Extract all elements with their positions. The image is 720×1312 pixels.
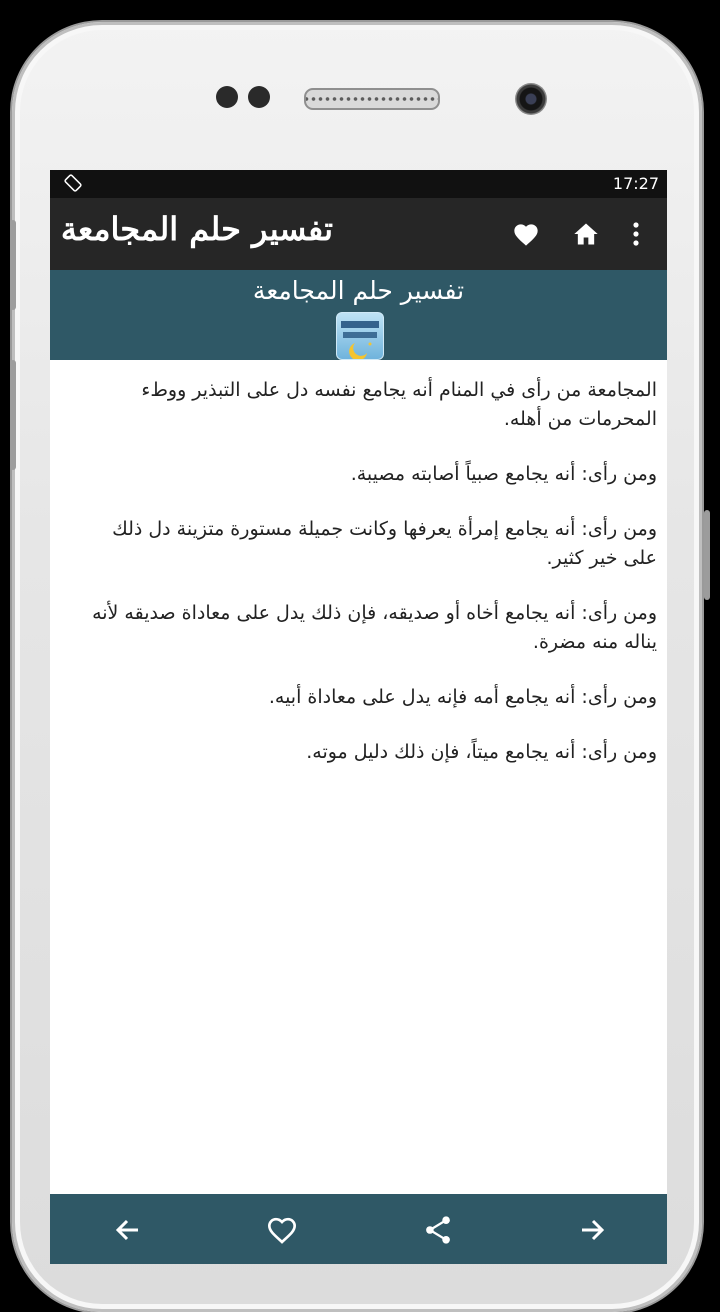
heart-icon xyxy=(512,221,540,247)
arrow-left-icon xyxy=(116,1219,140,1241)
article-paragraph: ومن رأى: أنه يجامع إمرأة يعرفها وكانت جميلة مستورة متزينة دل ذلك على خير كثير. xyxy=(112,518,657,569)
front-camera xyxy=(515,83,547,115)
screen-rotation-icon xyxy=(64,174,82,192)
screen xyxy=(50,170,667,1264)
heart-outline-icon xyxy=(266,1215,298,1245)
status-time: 17:27 xyxy=(612,174,659,193)
crescent-logo-icon xyxy=(337,313,383,359)
sensor-dot xyxy=(248,86,270,108)
overflow-menu-button[interactable] xyxy=(624,216,648,252)
favorite-toggle-button[interactable] xyxy=(260,1208,304,1252)
arrow-right-icon xyxy=(580,1219,604,1241)
speaker-grille xyxy=(304,88,440,110)
article-paragraph: ومن رأى: أنه يجامع أخاه أو صديقه، فإن ذلك يدل على معاداة صديقه لأنه يناله منه مضرة. xyxy=(92,602,657,653)
article-paragraph: ومن رأى: أنه يجامع صبياً أصابته مصيبة. xyxy=(350,463,657,485)
article-body xyxy=(50,360,667,1194)
volume-button xyxy=(10,360,16,470)
home-button[interactable] xyxy=(568,216,604,252)
bottom-navigation xyxy=(50,1194,667,1264)
more-vertical-icon xyxy=(632,221,640,247)
next-button[interactable] xyxy=(570,1208,614,1252)
app-bar xyxy=(50,198,667,270)
share-icon xyxy=(424,1215,452,1245)
favorite-button[interactable] xyxy=(508,216,544,252)
status-bar xyxy=(50,170,667,198)
volume-button xyxy=(10,220,16,310)
article-paragraph: ومن رأى: أنه يجامع أمه فإنه يدل على معاداة أبيه. xyxy=(268,686,657,708)
app-title: تفسير حلم المجامعة xyxy=(60,210,333,248)
home-icon xyxy=(572,221,600,247)
app-logo xyxy=(336,312,384,360)
article-title: تفسير حلم المجامعة xyxy=(252,276,465,305)
power-button xyxy=(704,510,710,600)
article-paragraph: ومن رأى: أنه يجامع ميتاً، فإن ذلك دليل موته. xyxy=(306,741,657,763)
previous-button[interactable] xyxy=(106,1208,150,1252)
article-header xyxy=(50,270,667,360)
sensor-dot xyxy=(216,86,238,108)
share-button[interactable] xyxy=(416,1208,460,1252)
article-paragraph: المجامعة من رأى في المنام أنه يجامع نفسه دل على التبذير ووطء المحرمات من أهله. xyxy=(141,379,657,430)
